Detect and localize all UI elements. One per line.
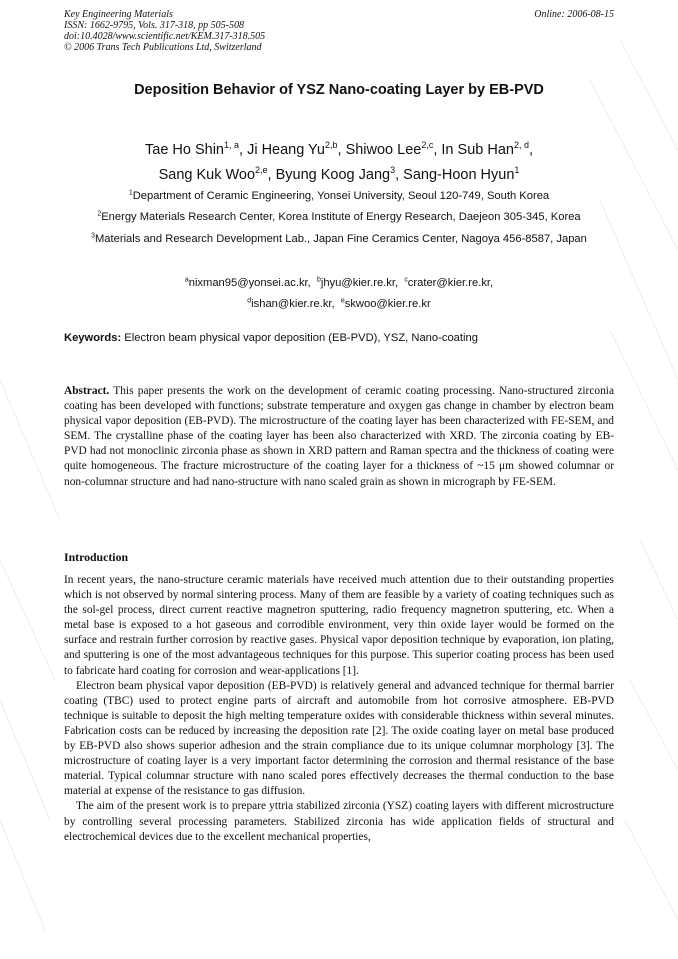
paper-title: Deposition Behavior of YSZ Nano-coating Layer by EB-PVD <box>134 82 544 98</box>
affiliation-2 <box>0 211 678 223</box>
affiliation-3 <box>0 233 678 245</box>
author-list <box>0 138 678 188</box>
email-address[interactable]: ishan@kier.re.kr, <box>251 298 335 310</box>
author-separator: , <box>433 142 442 158</box>
online-date: Online: 2006-08-15 <box>534 9 614 20</box>
keywords-text: Electron beam physical vapor deposition (EB-PVD), YSZ, Nano-coating <box>121 332 478 344</box>
email-address[interactable]: skwoo@kier.re.kr <box>344 298 431 310</box>
author-separator: , <box>337 142 346 158</box>
email-mark: a <box>184 276 189 284</box>
copyright-line: © 2006 Trans Tech Publications Ltd, Switzerland <box>64 42 262 53</box>
author-affiliation-mark: 1, a <box>224 140 239 151</box>
issn-line: ISSN: 1662-9795, Vols. 317-318, pp 505-508 <box>64 20 244 31</box>
author-affiliation-mark: 2,b <box>325 140 338 151</box>
author-name: Sang-Hoon Hyun <box>403 167 515 183</box>
affiliation-text: Department of Ceramic Engineering, Yonsei University, Seoul 120-749, South Korea <box>132 190 550 202</box>
author-separator: , <box>528 142 533 158</box>
email-list <box>0 273 678 315</box>
email-mark: e <box>340 297 345 305</box>
affiliation-number: 1 <box>128 189 133 197</box>
author-separator: , <box>395 167 404 183</box>
author-affiliation-mark: 3 <box>390 165 396 176</box>
email-line-2 <box>0 294 678 315</box>
keywords-line <box>64 332 614 344</box>
author-separator: , <box>239 142 248 158</box>
introduction-heading: Introduction <box>64 550 129 564</box>
abstract-label: Abstract. <box>64 385 110 397</box>
keywords-label: Keywords: <box>64 332 122 344</box>
abstract-paragraph <box>64 384 614 490</box>
abstract-text: This paper presents the work on the development of ceramic coating processing. Nano-structured zirconia coating has been developed with functions; substrate temperature and oxygen gas change in chamber by electron beam physical vapor deposition (EB-PVD). The microstructure of the coating layer has been characterized with FE-SEM, and SEM. The crystalline phase of the coating layer has been also characterized with XRD. The zirconia coating by EB-PVD had not monoclinic zirconia phase as shown in XRD pattern and Raman spectra and the thickness of coating were quite homogeneous. The fracture microstructure of the coating layer for a thickness of ~15 μm showed columnar or non-columnar structure and had nano-structure with nano scaled grain as shown in micrograph by FE-SEM. <box>64 385 614 488</box>
author-affiliation-mark: 2,c <box>421 140 434 151</box>
author-line-2 <box>0 163 678 188</box>
doi-line: doi:10.4028/www.scientific.net/KEM.317-318.505 <box>64 31 266 42</box>
intro-paragraph-1: In recent years, the nano-structure ceramic materials have received much attention due to their outstanding properties which is not observed by normal sintering process. Many of them are feasible by a variety of coating techniques such as the sol-gel process, direct current reactive magnetron sputtering, radio frequency magnetron sputtering, etc. When a metal base is exposed to a hot gaseous and corrodible environment, very thin oxide layer would be formed on the surface and restrain further corrosion by reactive gases. Physical vapor deposition technique by evaporation, ion plating, and sputtering is one of the most advantageous techniques for this purpose. This superior coating process has been used to fabricate hard coating for corrosion and wear-applications [1]. <box>64 574 614 677</box>
affiliation-text: Energy Materials Research Center, Korea Institute of Energy Research, Daejeon 305-345, Korea <box>101 211 581 223</box>
author-affiliation-mark: 2, d <box>513 140 529 151</box>
author-name: Sang Kuk Woo <box>158 167 256 183</box>
introduction-body <box>64 573 614 845</box>
author-name: In Sub Han <box>441 142 514 158</box>
author-line-1 <box>0 138 678 163</box>
affiliation-number: 2 <box>97 210 102 218</box>
journal-name: Key Engineering Materials <box>64 9 173 20</box>
affiliation-number: 3 <box>91 232 95 240</box>
affiliation-1 <box>0 190 678 202</box>
author-affiliation-mark: 2,e <box>255 165 268 176</box>
email-address[interactable]: jhyu@kier.re.kr, <box>320 277 399 289</box>
intro-paragraph-3: The aim of the present work is to prepare yttria stabilized zirconia (YSZ) coating layers with different microstructure by controlling several processing parameters. Stabilized zirconia has wide application fields of structural and electrochemical devices due to the excellent mechanical properties, <box>64 800 614 843</box>
journal-header <box>64 9 614 53</box>
email-line-1 <box>0 273 678 294</box>
email-mark: b <box>316 276 321 284</box>
intro-paragraph-2: Electron beam physical vapor deposition (EB-PVD) is relatively general and advanced technique for thermal barrier coating (TBC) used to protect engine parts of aircraft and automobile from hot corrosive atmosphere. EB-PVD technique is suitable to deposit the high melting temperature oxides with considerable thickness within several minutes. Fabrication costs can be reduced by increasing the deposition rate [2]. The oxide coating layer on metal base produced by EB-PVD also shows superior adhesion and the strain compliance due to its unique columnar morphology [3]. The microstructure of coating layer is a very important factor determining the corrosion and thermal resistance of the base material. Typical columnar structure with nano scaled pores effectively decreases the thermal conduction to the base material at expense of the resistance to gas diffusion. <box>64 679 614 798</box>
email-mark: d <box>247 297 252 305</box>
author-affiliation-mark: 1 <box>514 165 520 176</box>
email-address[interactable]: crater@kier.re.kr, <box>407 277 494 289</box>
author-separator: , <box>267 167 276 183</box>
affiliation-text: Materials and Research Development Lab., Japan Fine Ceramics Center, Nagoya 456-8587, Japan <box>94 233 587 245</box>
email-mark: c <box>404 276 408 284</box>
email-address[interactable]: nixman95@yonsei.ac.kr, <box>188 277 311 289</box>
author-name: Tae Ho Shin <box>145 142 224 158</box>
author-name: Byung Koog Jang <box>275 167 391 183</box>
author-name: Shiwoo Lee <box>345 142 422 158</box>
author-name: Ji Heang Yu <box>247 142 325 158</box>
